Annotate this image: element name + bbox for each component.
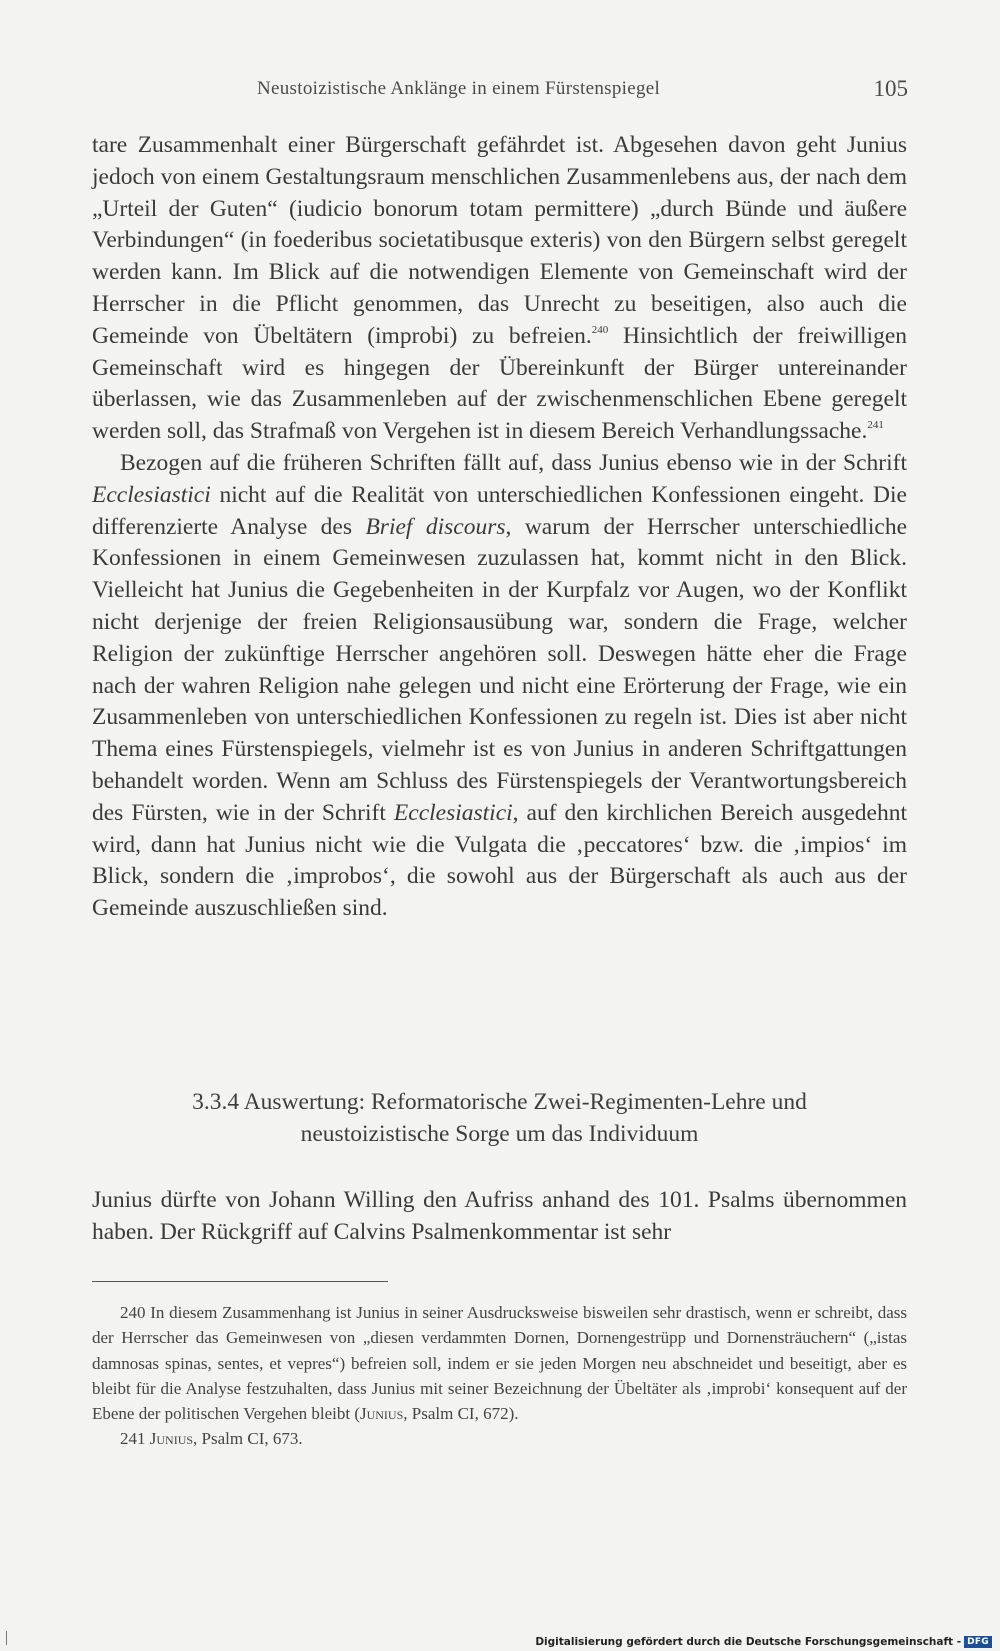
footnotes <box>92 1300 907 1452</box>
text-run: tare Zusammenhalt einer Bürgerschaft gefährdet ist. Abgesehen davon geht Junius jedoch von einem Gestaltungsraum menschlichen Zusammenlebens aus, der nach dem „Urteil der Guten“ (iudicio bonorum totam permittere) „durch Bünde und äußere Verbindungen“ (in foederibus societatibusque exteris) von den Bürgern selbst geregelt werden kann. Im Blick auf die notwendigen Elemente von Gemeinschaft wird der Herrscher in die Pflicht genommen, das Unrecht zu beseitigen, also auch die Gemeinde von Übeltätern (improbi) zu befreien. <box>92 132 907 349</box>
footnote-ref-240[interactable]: 240 <box>591 323 609 336</box>
section-heading-line-1: 3.3.4 Auswertung: Reformatorische Zwei-Regimenten-Lehre und <box>192 1089 807 1115</box>
footnote-240 <box>92 1300 907 1426</box>
dfg-logo: DFG <box>964 1636 992 1648</box>
footnote-number: 241 <box>120 1429 150 1449</box>
footnote-text: , Psalm CI, 672). <box>403 1404 519 1424</box>
italic-title: Brief discours <box>365 513 506 540</box>
scan-edge-mark <box>6 1631 7 1645</box>
paragraph-1 <box>92 130 907 448</box>
paragraph-3: Junius dürfte von Johann Willing den Aufriss anhand des 101. Psalms übernommen haben. Der Rückgriff auf Calvins Psalmenkommentar ist sehr <box>92 1187 907 1245</box>
main-text <box>92 130 907 925</box>
text-run: Bezogen auf die früheren Schriften fällt auf, dass Junius ebenso wie in der Schrift <box>120 449 907 476</box>
footnote-ref-241[interactable]: 241 <box>867 419 884 432</box>
text-run: , warum der Herrscher unterschiedliche Konfessionen in einem Gemeinwesen zuzulassen hat, kommt nicht in den Blick. Vielleicht hat Junius die Gegebenheiten in der Kurpfalz vor Augen, wo der Konflikt nicht derjenige der freien Religionsausübung war, sondern die Frage, welcher Religion der zukünftige Herrscher angehören soll. Deswegen hätte eher die Frage nach der wahren Religion nahe gelegen und nicht eine Erörterung der Frage, wie ein Zusammenleben von unterschiedlichen Konfessionen zu regeln ist. Dies ist aber nicht Thema eines Fürstenspiegels, vielmehr ist es von Junius in anderen Schriftgattungen behandelt worden. Wenn am Schluss des Fürstenspiegels der Verantwortungsbereich des Fürsten, wie in der Schrift <box>92 513 908 826</box>
text-run: nicht auf die Realität von unterschiedlichen Konfessionen eingeht. Die differenzierte Analyse des <box>92 481 907 540</box>
footnote-text: , Psalm CI, 673. <box>193 1429 303 1449</box>
digitization-credit <box>535 1636 992 1648</box>
section-heading <box>92 1087 907 1150</box>
text-run: , auf den kirchlichen Bereich ausgedehnt wird, dann hat Junius nicht wie die Vulgata die ‚peccatores‘ bzw. die ‚impios‘ im Blick, sondern die ‚improbos‘, die sowohl aus der Bürgerschaft als auch aus der Gemeinde auszuschließen sind. <box>92 799 907 922</box>
footnote-rule <box>92 1281 388 1282</box>
footnote-text: 240 In diesem Zusammenhang ist Junius in seiner Ausdrucksweise bisweilen sehr drastisch, wenn er schreibt, dass der Herrscher das Gemeinwesen von „diesen verdammten Dornen, Dornengestrüpp und Dornensträuchern“ („istas damnosas spinas, sentes, et vepres“) befreien soll, indem er sie jeden Morgen neu abschneidet und beseitigt, aber es bleibt für die Analyse festzuhalten, dass Junius mit seiner Bezeichnung der Übeltäter als ‚improbi‘ konsequent auf der Ebene der politischen Vergehen bleibt ( <box>92 1303 907 1424</box>
page-number: 105 <box>873 76 908 101</box>
paragraph-2 <box>92 448 907 925</box>
section-heading-line-2: neustoizistische Sorge um das Individuum <box>300 1120 699 1147</box>
author-name: Junius <box>149 1429 194 1449</box>
section-text <box>92 1185 907 1249</box>
credit-text: Digitalisierung gefördert durch die Deutsche Forschungsgemeinschaft - <box>535 1636 962 1648</box>
running-head <box>92 78 908 108</box>
text-run: Hinsichtlich der freiwilligen Gemeinschaft wird es hingegen der Übereinkunft der Bürger untereinander überlassen, wie das Zusammenleben auf der zwischenmenschlichen Ebene geregelt werden soll, das Strafmaß von Vergehen ist in diesem Bereich Verhandlungssache. <box>92 322 907 445</box>
italic-title: Ecclesiastici <box>92 481 211 508</box>
footnote-241 <box>92 1426 907 1451</box>
running-title: Neustoizistische Anklänge in einem Fürstenspiegel <box>257 78 661 99</box>
author-name: Junius <box>359 1404 404 1424</box>
italic-title: Ecclesiastici <box>393 799 513 826</box>
